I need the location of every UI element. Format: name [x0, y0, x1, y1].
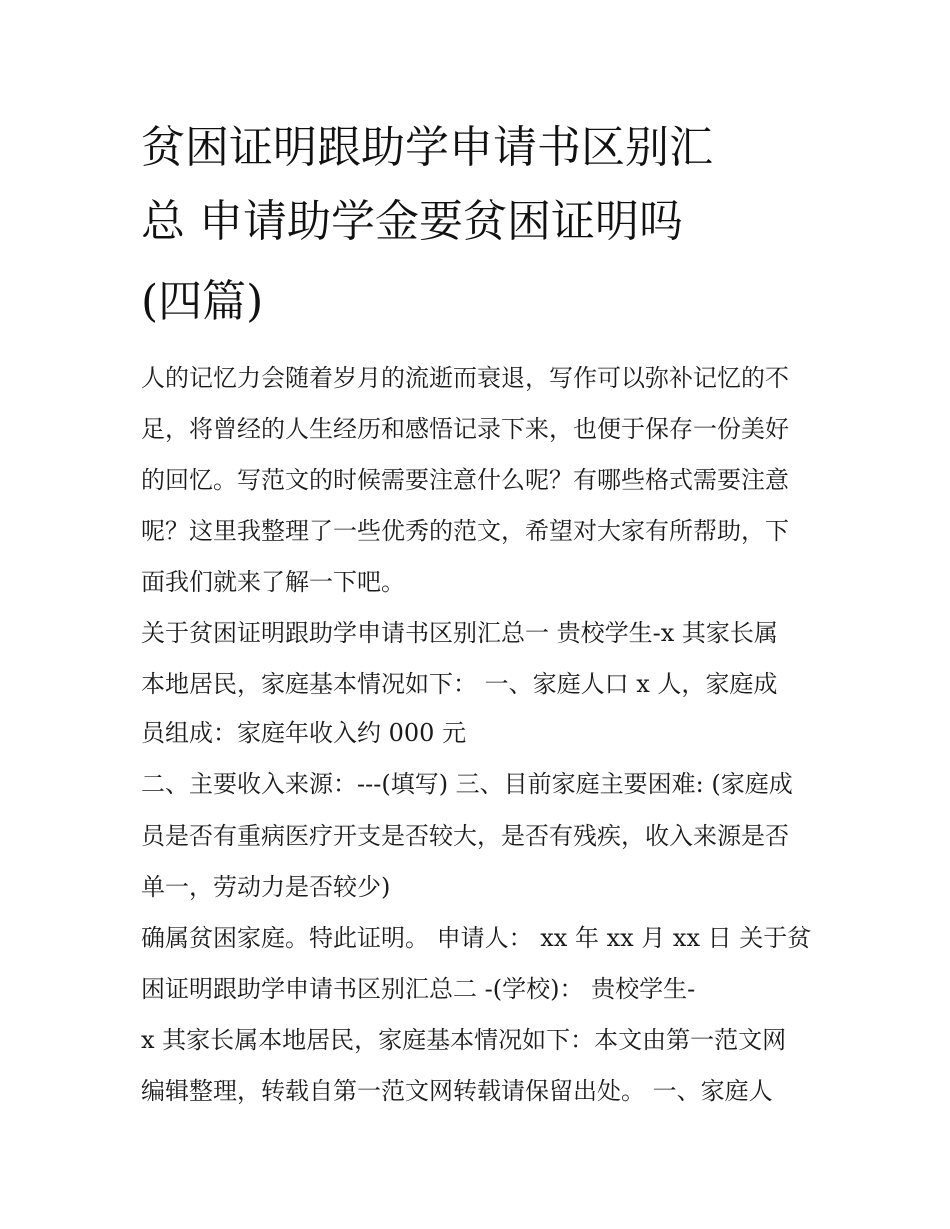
body-line: 本地居民，家庭基本情况如下： 一、家庭人口 x 人，家庭成 [141, 670, 778, 698]
body-line: 单一，劳动力是否较少) [141, 873, 391, 901]
body-line: 确属贫困家庭。特此证明。 申请人： xx 年 xx 月 xx 日 关于贫 [141, 924, 812, 952]
body-line: 二、主要收入来源：---(填写) 三、目前家庭主要困难: (家庭成 [141, 770, 793, 798]
document-title-line-1: 贫困证明跟助学申请书区别汇 [141, 122, 713, 173]
body-line: 困证明跟助学申请书区别汇总二 -(学校)： 贵校学生- [141, 975, 696, 1003]
body-line: 编辑整理，转载自第一范文网转载请保留出处。 一、家庭人 [141, 1077, 773, 1105]
body-line: x 其家长属本地居民，家庭基本情况如下：本文由第一范文网 [141, 1026, 787, 1054]
body-line: 面我们就来了解一下吧。 [141, 568, 405, 596]
body-line: 关于贫困证明跟助学申请书区别汇总一 贵校学生-x 其家长属 [141, 619, 778, 647]
body-line: 员是否有重病医疗开支是否较大，是否有残疾，收入来源是否 [141, 822, 789, 850]
body-line: 足，将曾经的人生经历和感悟记录下来，也便于保存一份美好 [141, 415, 789, 443]
document-title-line-3: (四篇) [141, 276, 264, 327]
body-line: 的回忆。写范文的时候需要注意什么呢？有哪些格式需要注意 [141, 466, 789, 494]
document-title-line-2: 总 申请助学金要贫困证明吗 [141, 196, 683, 247]
body-line: 员组成：家庭年收入约 000 元 [141, 719, 467, 747]
body-line: 呢？这里我整理了一些优秀的范文，希望对大家有所帮助，下 [141, 517, 789, 545]
body-line: 人的记忆力会随着岁月的流逝而衰退，写作可以弥补记忆的不 [141, 364, 789, 392]
